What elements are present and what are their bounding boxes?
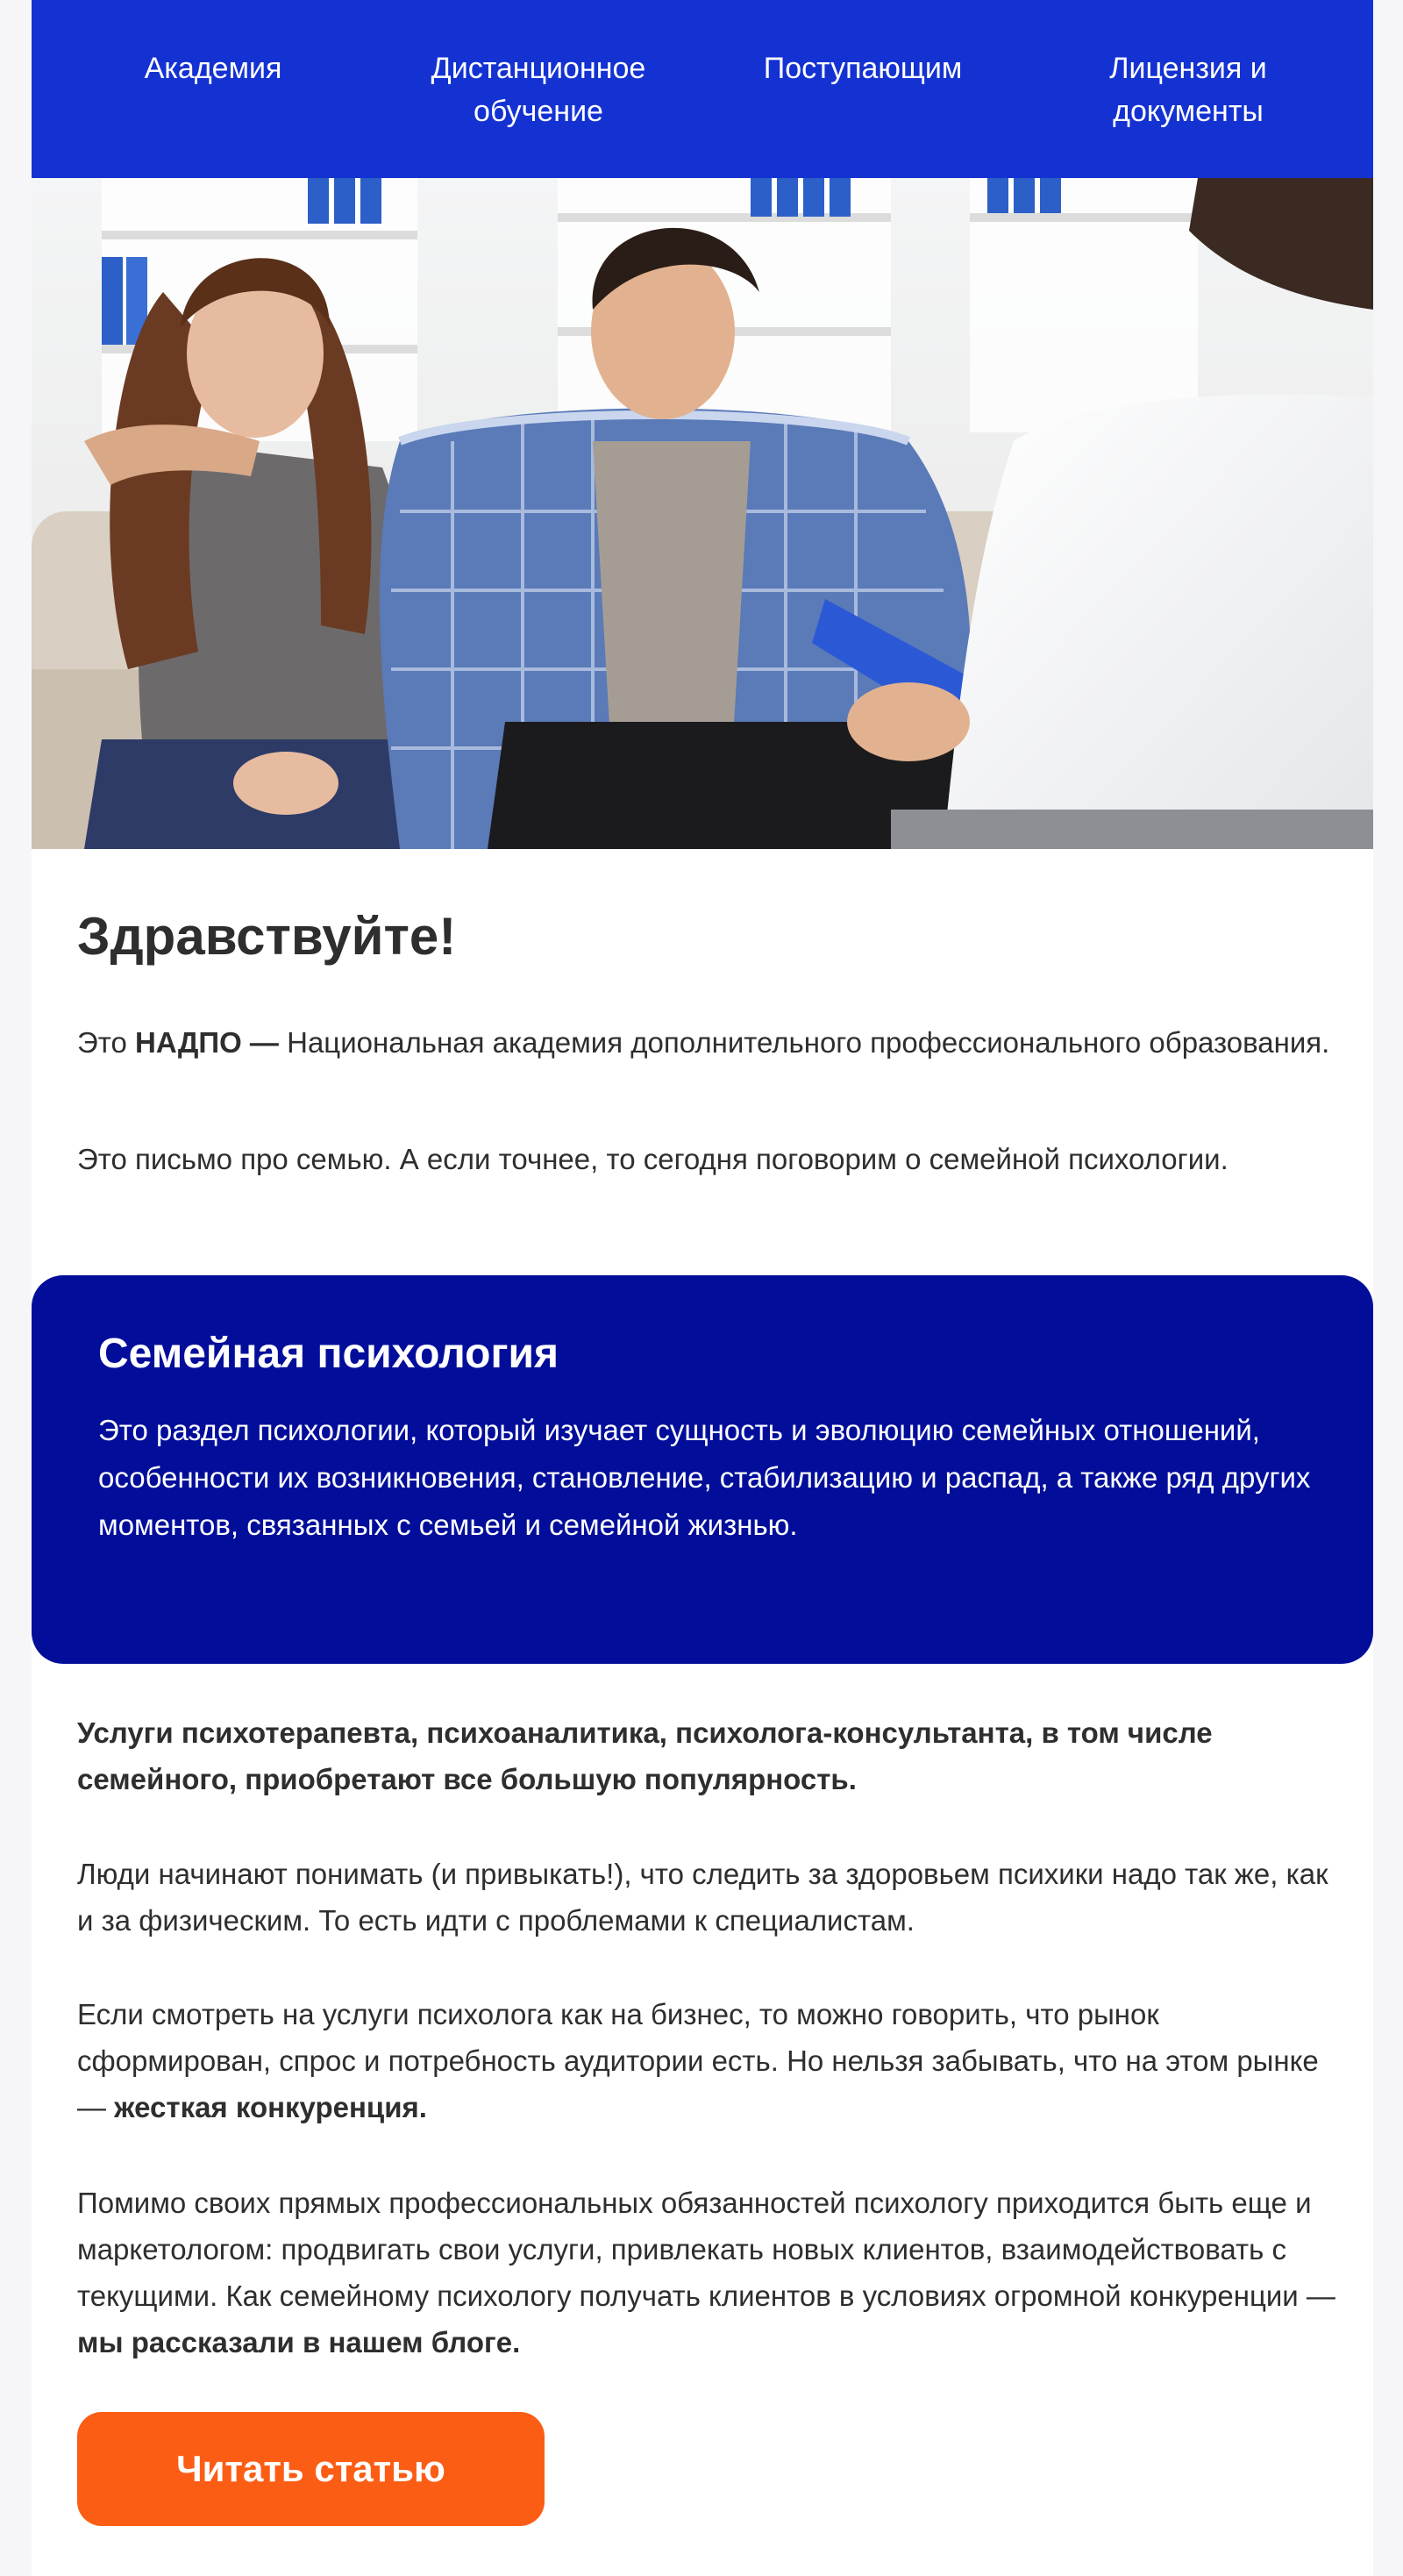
intro-prefix: Это — [77, 1026, 135, 1059]
article-paragraph-1: Люди начинают понимать (и привыкать!), что следить за здоровьем психики надо так же, как и за физическим. То есть идти с проблемами к специалистам. — [77, 1858, 1328, 1937]
intro-rest: Национальная академия дополнительного профессионального образования. — [278, 1026, 1330, 1059]
article-paragraph-3 — [77, 2180, 1340, 2365]
email-container — [32, 0, 1373, 2576]
competition-emphasis: жесткая конкуренция. — [114, 2091, 427, 2123]
greeting-heading: Здравствуйте! — [77, 907, 457, 966]
panel-title: Семейная психология — [98, 1331, 559, 1377]
article-paragraph-2 — [77, 1991, 1340, 2130]
nav-item-distance-learning[interactable]: Дистанционное обучение — [431, 52, 646, 128]
nav-item-license-documents[interactable]: Лицензия и документы — [1109, 52, 1267, 128]
read-article-button[interactable]: Читать статью — [77, 2412, 545, 2526]
hero-image — [32, 178, 1373, 849]
nav-item-applicants[interactable]: Поступающим — [763, 52, 963, 85]
topic-paragraph: Это письмо про семью. А если точнее, то сегодня поговорим о семейной психологии. — [77, 1143, 1229, 1175]
counseling-photo-icon — [32, 178, 1373, 849]
panel-text: Это раздел психологии, который изучает сущность и эволюцию семейных отношений, особенности их возникновения, становление, стабилизацию и распад, а также ряд других моментов, связанных с семьей и семейной жизнью. — [98, 1414, 1311, 1541]
brand-name: НАДПО — — [134, 1026, 279, 1059]
lead-paragraph: Услуги психотерапевта, психоаналитика, психолога-консультанта, в том числе семейного, приобретают все большую популярность. — [77, 1716, 1213, 1795]
nav-item-academy[interactable]: Академия — [144, 52, 282, 85]
article-paragraph-3-text: Помимо своих прямых профессиональных обязанностей психологу приходится быть еще и маркетологом: продвигать свои услуги, привлекать новых клиентов, взаимодействовать с текущими. Как семейному психологу получать клиентов в условиях огромной конкуренции — — [77, 2187, 1335, 2312]
blog-emphasis[interactable]: мы рассказали в нашем блоге. — [77, 2326, 521, 2358]
article-paragraph-2-text: Если смотреть на услуги психолога как на бизнес, то можно говорить, что рынок сформирован, спрос и потребность аудитории есть. Но нельзя забывать, что на этом рынке — — [77, 1998, 1319, 2123]
intro-paragraph — [77, 1019, 1340, 1066]
top-navigation — [32, 0, 1373, 178]
